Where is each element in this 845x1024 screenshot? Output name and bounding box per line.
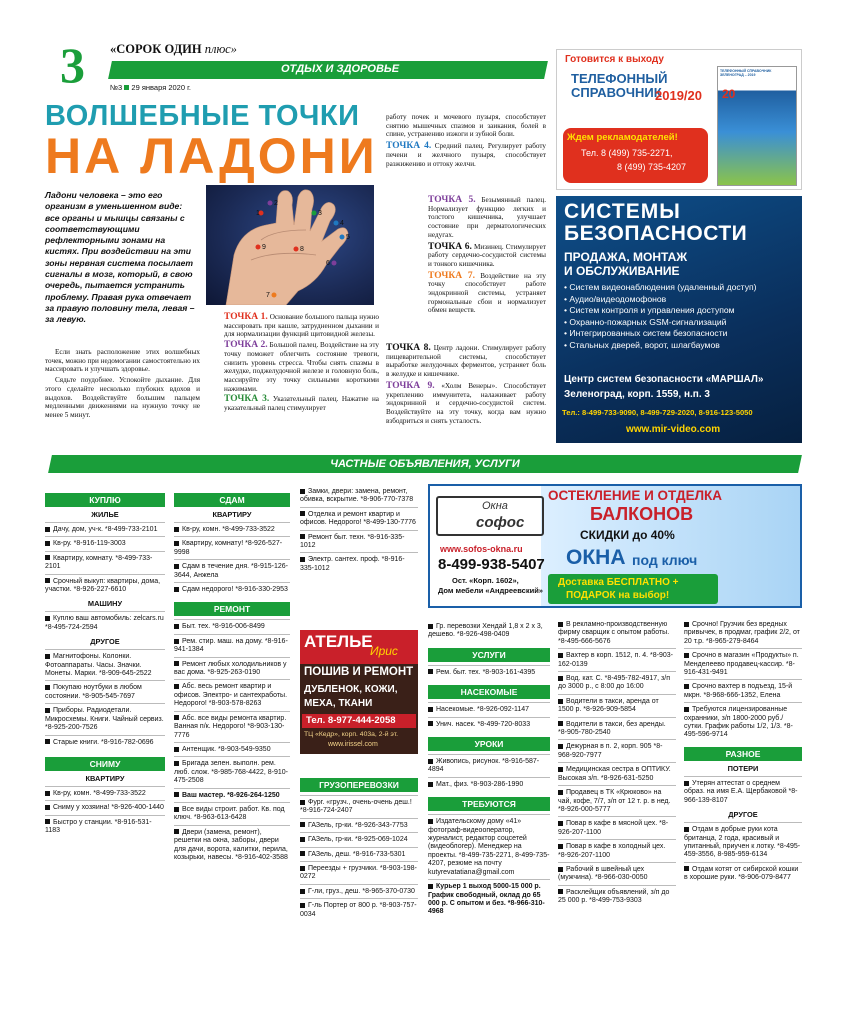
classified-ad: Абс. все виды ремонта квартир. Ванная п/к. Недорого! *8-903-130-7776 [174,711,290,742]
point-text: Указательный палец. Нажатие на указательный палец стимулирует [224,395,379,413]
cover-num: 20 [722,87,736,101]
atelier-site[interactable]: www.irissel.com [328,741,378,748]
list-item: • Охранно-пожарных GSM-сигнализаций [564,316,727,327]
classified-ad: В рекламно-производственную фирму сварщик с опытом работы. *8-495-666-5676 [558,621,670,645]
classified-ad: Отдам в добрые руки кота британца, 2 года, красивый и упитанный, приучен к лотку. *8-495-459-3556, 8-985-959-6134 [684,822,802,862]
classified-ad: Куплю ваш автомобиль: zelcars.ru *8-495-724-2594 [45,611,165,634]
classified-ad: Рабочий в швейный цех (мужчина). *8-966-030-0050 [558,862,676,885]
cat-services: УСЛУГИ [428,648,550,662]
point-3 [224,395,379,412]
classified-ad: Кв-ру. *8-916-119-3003 [45,536,165,550]
cat-repair: РЕМОНТ [174,602,290,616]
classified-ad: Сдам недорого! *8-916-330-2953 [174,582,290,596]
hand-svg [206,185,374,305]
list-item: • Интегрированных систем безопасности [564,328,728,338]
classified-ad: Отдам котят от сибирской кошки в хорошие руки. *8-906-079-8477 [684,862,802,885]
point-text: Большой палец. Воздействие на эту точку поможет облегчить состояние тревоги, снизить уровень стресса. Чтобы снять спазмы в желудке, поджелудочной железе и головную боль, массируйте эту точку сильными короткими нажимами. [224,341,379,393]
classified-ad: Антенщик. *8-903-549-9350 [174,742,290,756]
hand-illustration [206,185,374,305]
article-paragraph: Сядьте поудобнее. Успокойте дыхание. Для этого сделайте несколько глубоких вдохов и выдохов. Воздействуйте большим пальцем медленными движениями на нужную точку не менее 5 минут. [45,376,200,419]
list-item: • Систем контроля и управления доступом [564,305,735,315]
sub-housing: ЖИЛЬЕ [91,510,119,519]
classified-ad: Старые книги. *8-916-782-0696 [45,735,165,749]
cat-freight: ГРУЗОПЕРЕВОЗКИ [300,778,418,792]
article-title-line1: ВОЛШЕБНЫЕ ТОЧКИ [45,100,360,132]
windows-discount: СКИДКИ до 40% [580,528,675,542]
point-6 [428,243,546,269]
svg-text:4: 4 [340,220,344,227]
classified-ad: ГАЗель, гр-ки. *8-926-343-7753 [300,818,418,832]
security-tel: Тел.: 8-499-733-9090, 8-499-729-2020, 8-916-123-5050 [562,408,753,417]
point-text: «Холм Венеры». Способствует укреплению иммунитета, налаживает работу эндокринной и сердечно-сосудистой систем. Воздействуйте на эту точку, когда вам нужно взбодриться и снять усталость. [386,381,547,425]
classified-ad: Рем. быт. тех. *8-903-161-4395 [428,665,550,679]
classified-ad: Фург. «грузч., очень-очень деш.! *8-916-724-2407 [300,795,418,818]
classified-col2 [174,491,290,864]
sub-car: МАШИНУ [87,599,123,609]
classified-ad: Абс. весь ремонт квартир и офисов. Электро- и сантехработы. Недорого! *8-903-578-8263 [174,679,290,710]
issue-info: №3 29 января 2020 г. [110,83,192,92]
classified-ad: Водители в такси, аренда от 1500 р. *8-926-909-5854 [558,694,676,717]
windows-addr2: Дом мебели «Андреевский» [438,586,543,595]
classified-ad: Приборы. Радиодетали. Микросхемы. Книги. Чайный сервиз. *8-925-200-7526 [45,703,165,734]
classified-ad: Унич. насек. *8-499-720-8033 [428,717,550,731]
logo-text1: Окна [482,500,508,512]
sub-apartment: КВАРТИРУ [85,773,125,783]
classified-ad: Водители в такси, без аренды. *8-905-780-2540 [558,717,676,740]
cat-rent-in: СНИМУ [45,757,165,771]
page-number: 3 [60,37,85,93]
point-2 [224,341,379,393]
classified-ad: Бригада зелен. выполн. рем. люб. слож. *8-985-768-4422, 8-910-475-2508 [174,756,290,787]
list-item: • Систем видеонаблюдения (удаленный доступ) [564,282,757,292]
classified-ad: Требуются лицензированные охранники, з/п 1800-2000 руб./сутки. График работы 1/2, 1/3. *8-495-596-9714 [684,702,802,742]
ad-title: ТЕЛЕФОННЫЙ СПРАВОЧНИК [571,71,668,100]
cat-lessons: УРОКИ [428,737,550,751]
security-addr: Зеленоград, корп. 1559, н.п. 3 [564,389,710,400]
atelier-name2: Ирис [370,644,398,658]
point-label: ТОЧКА 1. [224,312,268,322]
classified-ad: Гр. перевозки Хендай 1,8 х 2 х 3, дешево. *8-926-498-0409 [428,623,543,639]
classified-ad: Переезды + грузчики. *8-903-198-0272 [300,861,418,884]
cat-rent-out: СДАМ [174,493,290,507]
cat-misc: РАЗНОЕ [684,747,802,761]
point-label: ТОЧКА 9. [386,380,435,391]
classified-ad: Повар в кафе в мясной цех. *8-926-207-1100 [558,816,676,839]
phonebook-cover [717,66,797,186]
classified-ad: Ремонт быт. техн. *8-916-335-1012 [300,530,418,553]
point-1 [224,313,379,339]
classified-ad: Г-ль Портер от 800 р. *8-903-757-0034 [300,898,418,921]
ad-year: 2019/20 [655,88,702,103]
article-lead: Ладони человека – это его организм в уменьшенном виде: все органы и мышцы связаны с соответствующими рефлекторными зонами на кистях. При воздействии на эти зоны нервная система посылает сигналы в мозг, который, в свою очередь, пытается устранить проблему. Правая рука отвечает за правую половину тела, левая – за левую. [45,190,195,325]
classified-ad: Квартиру, комнату. *8-499-733-2101 [45,551,165,574]
point-9 [386,382,546,426]
windows-tel: 8-499-938-5407 [438,556,545,573]
point-text: Воздействие на эту точку способствует работе эндокринной системы, устраняет гормональные сбои и нормализует обмен веществ. [428,271,546,315]
classified-ad: Сниму у хозяина! *8-926-400-1440 [45,800,165,814]
point-label: ТОЧКА 6. [428,241,472,252]
security-center: Центр систем безопасности «МАРШАЛ» [564,374,764,385]
classified-ad: Покупаю ноутбуки в любом состоянии. *8-905-545-7697 [45,680,165,703]
classified-ad: Квартиру, комнату! *8-926-527-9998 [174,536,290,559]
classified-ad: Срочно в магазин «Продукты» п. Менделеево продавец-кассир. *8-916-431-9491 [684,648,802,679]
point-text: Основание большого пальца нужно массировать при кашле, затрудненном дыхании и для нормализации функций щитовидной железы. [224,313,380,339]
classified-col5 [558,618,676,908]
sub-other: ДРУГОЕ [728,810,758,820]
classified-ad: Кв-ру, комн. *8-499-733-3522 [45,786,165,800]
svg-text:3: 3 [318,210,322,217]
atelier-ad[interactable] [300,630,418,754]
classified-ad: Все виды строит. работ. Кв. под ключ. *8-963-613-6428 [174,802,290,825]
classified-ad: Г-ли, груз., деш. *8-965-370-0730 [300,884,418,898]
point-5 [428,196,546,240]
security-list [564,282,796,351]
windows-h3b: под ключ [632,552,698,568]
classified-ad: Издательскому дому «41» фотограф-видеооператор, журналист, редактор соцсетей (видеоблогер). Менеджер на проекты. *8-499-735-2271, 8-499-735-4207, резюме на почту kutyrevatatiana@gmail.com [428,814,550,879]
sub-other: ДРУГОЕ [90,637,120,647]
section-title: ОТДЫХ И ЗДОРОВЬЕ [280,63,400,75]
classified-ad: Мат., физ. *8-903-286-1990 [428,777,550,791]
atelier-tel: Тел. 8-977-444-2058 [306,715,396,726]
point-8 [386,344,546,379]
classified-ad: Расклейщик объявлений, з/п до 25 000 р. *8-499-753-9303 [558,885,676,908]
classified-ad: Быт. тех. *8-916-006-8499 [174,619,290,633]
point-text: Центр ладони. Стимулирует работу пищеварительной системы, способствует выработке желудочных ферментов, устраняет боль в желудке и кишечнике. [386,344,547,379]
article-col2 [224,313,379,413]
article-col3c [386,344,546,425]
list-item: • Аудио/видеодомофонов [564,293,667,304]
classified-col6 [684,618,802,885]
classified-ad: Срочный выкуп: квартиры, дома, участки. *8-926-227-6610 [45,574,165,597]
windows-delivery: Доставка БЕСПЛАТНО + [558,577,679,588]
classified-ad: Замки, двери: замена, ремонт, обивка, вскрытие. *8-906-770-7378 [300,488,414,504]
classified-ad: Отделка и ремонт квартир и офисов. Недорого! *8-499-130-7776 [300,507,418,530]
point-label: ТОЧКА 8. [386,343,431,353]
logo-text2: софос [476,514,525,531]
classified-ad: Сдам в течение дня. *8-915-126-3644, Анжела [174,559,290,582]
classified-ad: Ваш мастер. *8-926-264-1250 [174,788,290,802]
classified-ad: Вахтер в корп. 1512, п. 4. *8-903-162-0139 [558,648,676,671]
windows-h2: БАЛКОНОВ [590,504,694,524]
windows-addr1: Ост. «Корп. 1602», [452,576,519,585]
sub-apartment: КВАРТИРУ [212,510,252,519]
article-col1 [45,348,200,420]
newspaper-name: «СОРОК ОДИН плюс» [110,42,237,56]
point-4 [386,142,546,168]
classified-ad: Электр. сантех. проф. *8-916-335-1012 [300,552,418,575]
security-site[interactable]: www.mir-video.com [626,424,721,435]
article-title-line2: НА ЛАДОНИ [45,128,378,184]
svg-text:5: 5 [346,234,350,241]
classified-ad: ГАЗель, гр-ки. *8-925-069-1024 [300,832,418,846]
classifieds-title: ЧАСТНЫЕ ОБЪЯВЛЕНИЯ, УСЛУГИ [330,458,520,470]
cover-title: ТЕЛЕФОННЫЙ СПРАВОЧНИК ЗЕЛЕНОГРАД – 2019 [720,69,772,77]
atelier-l2: ДУБЛЕНОК, КОЖИ, [304,684,398,695]
article-col3b [428,196,546,315]
point-3-cont: работу почек и мочевого пузыря, способствует снятию мышечных спазмов и заикания, болей в спине, устранению изжоги и зубной боли. [386,113,546,139]
windows-site[interactable]: www.sofos-okna.ru [440,544,523,554]
point-label: ТОЧКА 5. [428,195,476,205]
classified-ad: Двери (замена, ремонт), решетки на окна, заборы, двери для дачи, ворота, калитки, перила, козырьки, навесы. *8-916-402-3588 [174,825,290,865]
point-label: ТОЧКА 3. [224,394,270,405]
windows-gift: ПОДАРОК на выбор! [566,590,670,601]
security-sub1: ПРОДАЖА, МОНТАЖ [564,250,688,264]
security-title2: БЕЗОПАСНОСТИ [564,222,748,245]
point-label: ТОЧКА 7. [428,270,476,281]
point-label: ТОЧКА 4. [386,141,432,152]
security-ad[interactable] [556,196,802,443]
svg-text:8: 8 [300,246,304,253]
classified-ad: Насекомые. *8-926-092-1147 [428,702,550,716]
ad-tel2: 8 (499) 735-4207 [617,162,687,172]
classified-col1 [45,491,165,838]
article-paragraph: Если знать расположение этих волшебных точек, можно при недомогании самостоятельно их массировать и улучшать здоровье. [45,348,200,374]
windows-logo [436,496,544,536]
point-label: ТОЧКА 2. [224,340,268,351]
classified-ad: Вод. кат. С. *8-495-782-4917, з/п до 3000 р., с 8:00 до 16:00 [558,671,676,694]
cat-buy: КУПЛЮ [45,493,165,507]
ad-cta: Ждем рекламодателей! [567,132,678,143]
article-col3 [386,113,546,168]
classified-ad: Продавец в ТК «Крюково» на чай, кофе, 7/7, з/п от 12 т. р. в нед. *8-926-000-5777 [558,785,676,816]
classified-ad: Дачу, дом, уч-к. *8-499-733-2101 [45,522,165,536]
phonebook-ad[interactable] [556,49,802,190]
point-text: Мизинец. Стимулирует работу сердечно-сосудистой системы и тонкого кишечника. [428,242,546,268]
svg-text:7: 7 [266,292,270,299]
ad-tel1: Тел. 8 (499) 735-2271, [581,148,673,158]
classified-ad: Живопись, рисунок. *8-916-587-4894 [428,754,550,777]
classified-ad: Быстро у станции. *8-916-531-1183 [45,815,165,838]
classified-ad: Дежурная в п. 2, корп. 905 *8-968-920-7977 [558,739,676,762]
windows-ad[interactable] [428,484,802,608]
classified-ad: Срочно вахтер в подъезд, 15-й мкрн. *8-968-666-1352, Елена [684,679,802,702]
classified-ad: Утерян аттестат о среднем образ. на имя Е.А. Щербаковой *8-966-139-8107 [684,776,802,807]
sub-lost: ПОТЕРИ [727,763,759,773]
classified-ad: Магнитофоны. Колонки. Фотоаппараты. Часы. Значки. Монеты. Марки. *8-909-645-2522 [45,649,165,680]
list-item: • Стальных дверей, ворот, шлагбаумов [564,339,720,350]
windows-h1: ОСТЕКЛЕНИЕ И ОТДЕЛКА [548,488,723,503]
point-text: Безымянный палец. Нормализует функцию легких и толстого кишечника, улучшает состояние при дерматологических недугах. [428,196,546,239]
atelier-addr: ТЦ «Кедр», корп. 403а, 2-й эт. [304,731,399,738]
classified-ad: Срочно! Грузчик без вредных привычек, в продмаг, график 2/2, от 20 т.р. *8-965-279-8464 [684,621,800,645]
classified-ad: ГАЗель, деш. *8-916-733-5301 [300,847,418,861]
security-title1: СИСТЕМЫ [564,200,681,223]
cat-insects: НАСЕКОМЫЕ [428,685,550,699]
classified-ad: Рем. стир. маш. на дому. *8-916-941-1384 [174,634,290,657]
windows-h3: ОКНА [566,546,626,569]
classified-ad: Курьер 1 выход 5000-15 000 р. График свободный, оклад до 65 000 р. С опытом и без. *8-966-310-4968 [428,879,550,919]
atelier-name: АТЕЛЬЕ [304,632,373,651]
classified-ad: Медицинская сестра в ОПТИКУ. Высокая з/п. *8-926-631-5250 [558,762,676,785]
classified-ad: Кв-ру, комн. *8-499-733-3522 [174,522,290,536]
ad-top: Готовится к выходу [565,54,664,65]
point-text: Средний палец. Регулирует работу печени и желчного пузыря, способствует разжижению и оттоку желчи. [386,142,546,168]
atelier-l1: ПОШИВ И РЕМОНТ [304,666,414,678]
atelier-l3: МЕХА, ТКАНИ [304,698,373,709]
svg-text:9: 9 [262,244,266,251]
svg-text:6: 6 [326,260,330,267]
classified-col3 [300,485,418,575]
classified-ad: Повар в кафе в холодный цех. *8-926-207-1100 [558,839,676,862]
classified-col4 [428,620,550,919]
svg-text:2: 2 [274,200,278,207]
svg-text:1: 1 [256,210,260,217]
point-7 [428,272,546,316]
classified-ad: Ремонт любых холодильников у вас дома. *8-925-263-0190 [174,657,290,680]
cat-wanted: ТРЕБУЮТСЯ [428,797,550,811]
classified-col3b [300,776,418,921]
security-sub2: И ОБСЛУЖИВАНИЕ [564,264,680,278]
